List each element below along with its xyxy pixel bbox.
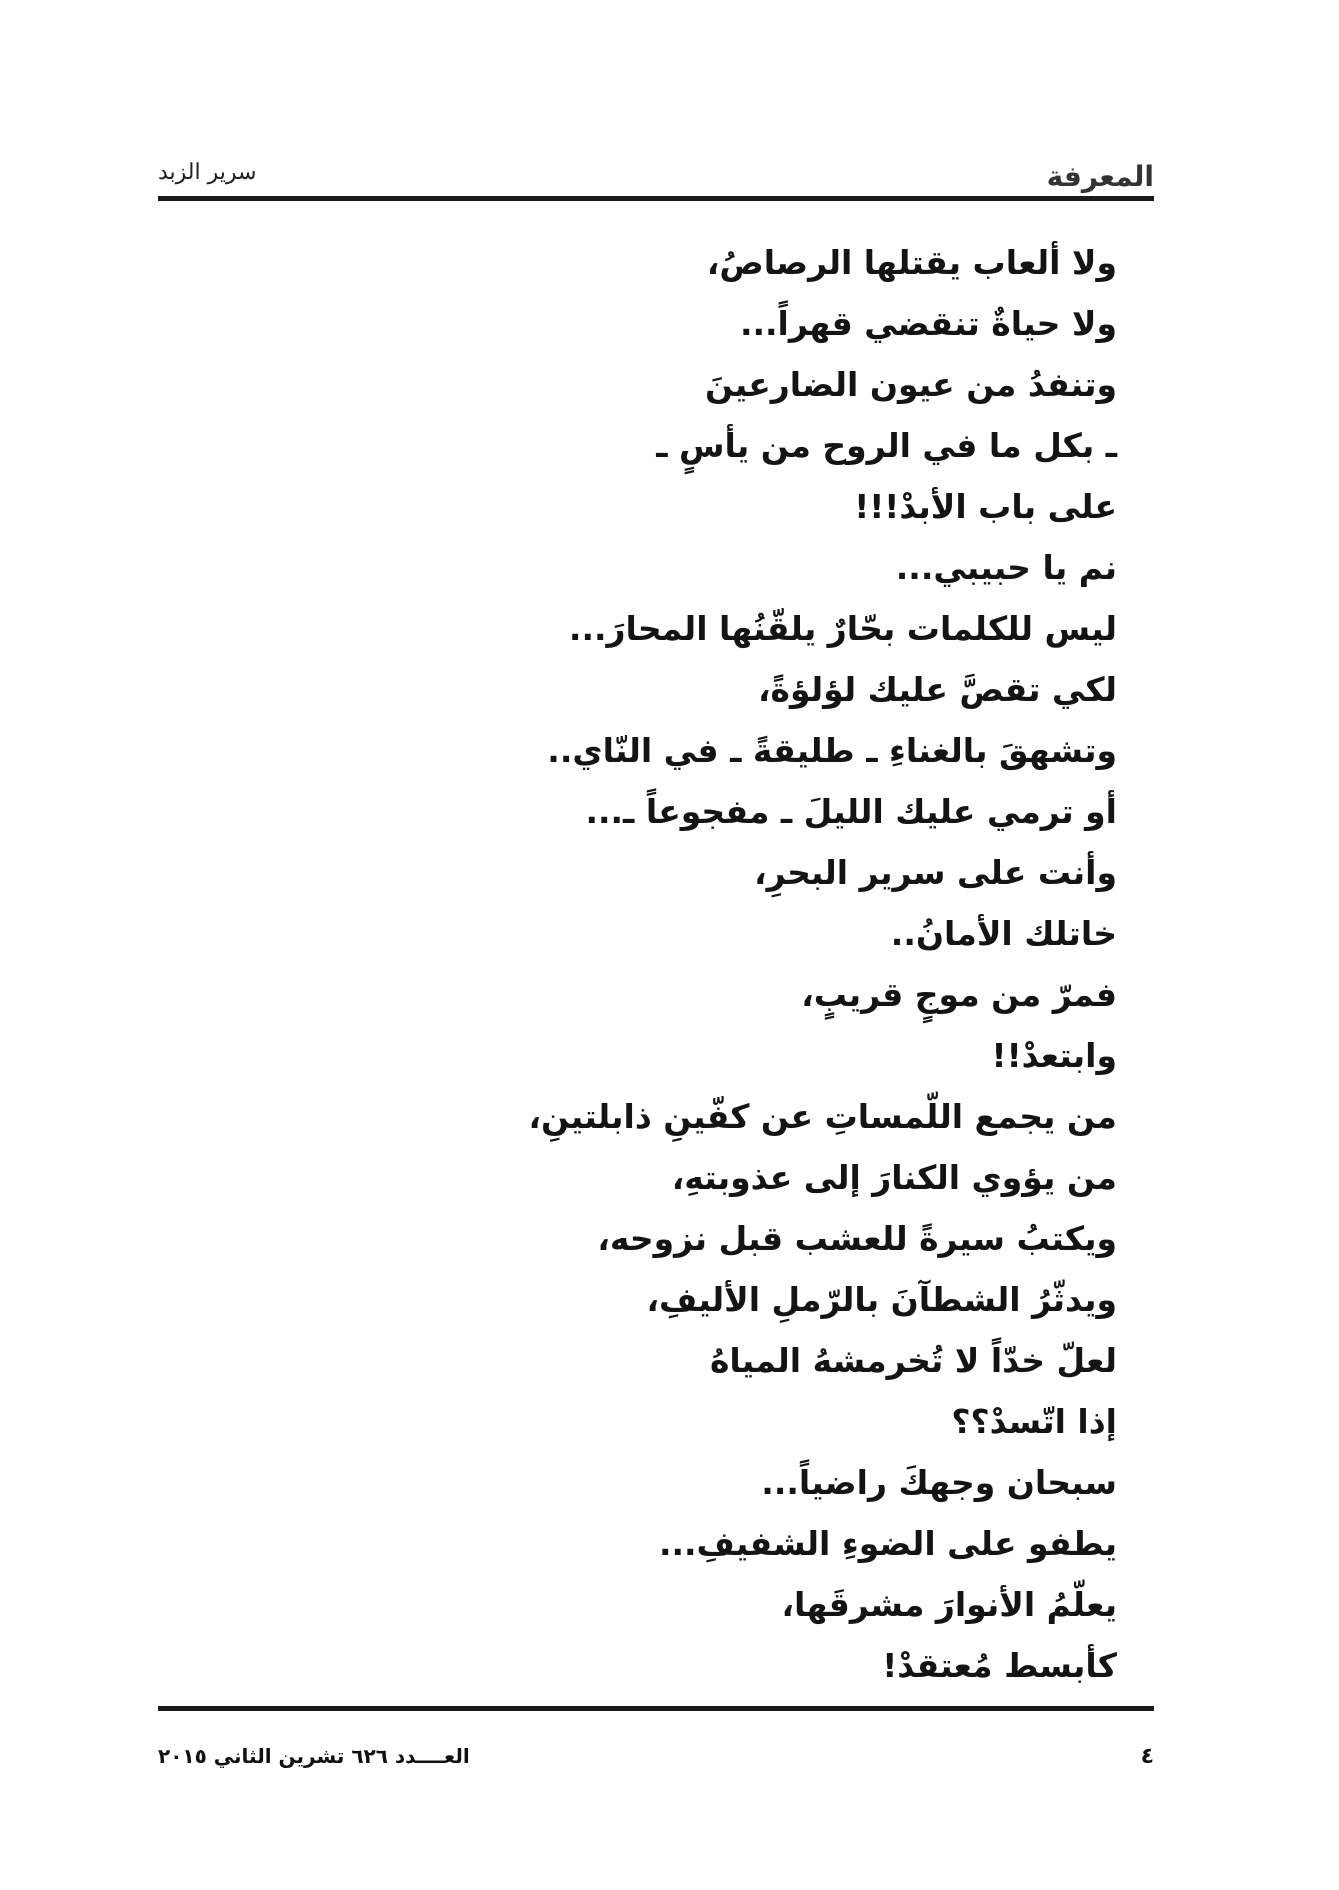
poem-line: أو ترمي عليك الليلَ ـ مفجوعاً ـ... [585, 792, 1117, 831]
poem-line: وابتعدْ!! [991, 1036, 1117, 1075]
page-number: ٤ [1140, 1744, 1154, 1769]
poem-line: خاتلك الأمانُ.. [890, 914, 1117, 953]
poem-line: نم يا حبيبي... [895, 548, 1117, 587]
running-title: سرير الزبد [158, 160, 257, 185]
page-footer [158, 1740, 1154, 1780]
poem-line: فمرّ من موجٍ قريبٍ، [801, 975, 1117, 1014]
poem-line: وتشهقَ بالغناءِ ـ طليقةً ـ في النّاي.. [547, 731, 1117, 770]
poem-line: من يؤوي الكنارَ إلى عذوبتهِ، [671, 1158, 1117, 1197]
poem-line: كأبسط مُعتقدْ! [882, 1646, 1117, 1685]
header-divider [158, 196, 1154, 201]
page-header [158, 150, 1154, 200]
poem-line: لكي تقصَّ عليك لؤلؤةً، [758, 670, 1117, 709]
issue-info: العــــدد ٦٢٦ تشرين الثاني ٢٠١٥ [158, 1744, 470, 1768]
poem-line: على باب الأبدْ!!! [854, 487, 1117, 526]
poem-line: من يجمع اللّمساتِ عن كفّينِ ذابلتينِ، [528, 1097, 1117, 1136]
footer-divider [158, 1706, 1154, 1711]
poem-line: سبحان وجهكَ راضياً... [761, 1463, 1117, 1502]
poem-line: ويدثّرُ الشطآنَ بالرّملِ الأليفِ، [646, 1280, 1117, 1319]
poem-line: إذا اتّسدْ؟؟ [951, 1402, 1117, 1441]
poem-line: وتنفدُ من عيون الضارعينَ [705, 365, 1117, 404]
poem-line: يعلّمُ الأنوارَ مشرقَها، [781, 1585, 1117, 1624]
poem-line: ولا حياةٌ تنقضي قهراً... [739, 304, 1117, 343]
poem-line: ـ بكل ما في الروح من يأسٍ ـ [656, 426, 1117, 465]
magazine-logo: المعرفة [1046, 160, 1154, 193]
poem-body [297, 232, 1117, 1696]
poem-line: يطفو على الضوءِ الشفيفِ... [658, 1524, 1117, 1563]
poem-line: ولا ألعاب يقتلها الرصاصُ، [706, 243, 1117, 282]
poem-line: لعلّ خدّاً لا تُخرمشهُ المياهُ [709, 1341, 1117, 1380]
poem-line: ليس للكلمات بحّارٌ يلقّنُها المحارَ... [568, 609, 1117, 648]
poem-line: ويكتبُ سيرةً للعشب قبل نزوحه، [597, 1219, 1117, 1258]
poem-line: وأنت على سرير البحرِ، [754, 853, 1117, 892]
